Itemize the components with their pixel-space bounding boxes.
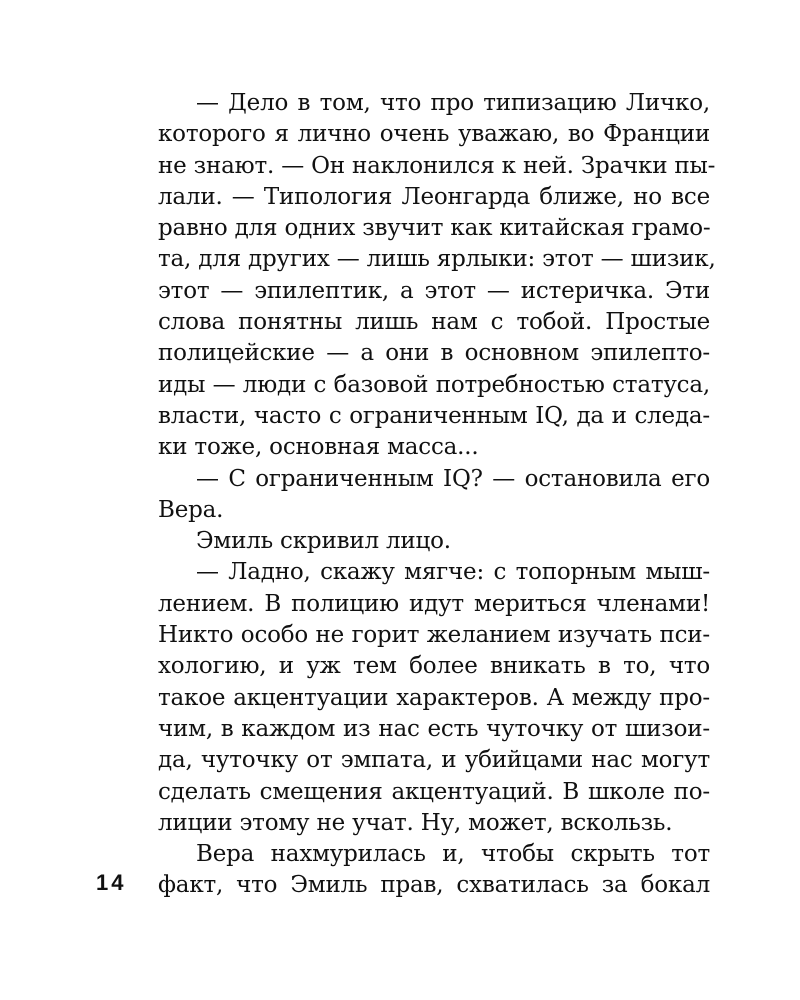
text-line: Эмиль скривил лицо.	[196, 528, 451, 555]
text-line: ки тоже, основная масса...	[158, 434, 479, 461]
text-line: факт, что Эмиль прав, схватилась за бокал	[158, 872, 710, 899]
text-line: Вера нахмурилась и, чтобы скрыть тот	[196, 841, 710, 868]
text-line: лали. — Типология Леонгарда ближе, но все	[158, 183, 710, 210]
text-line: полицейские — а они в основном эпилепто-	[158, 340, 710, 367]
text-line: та, для других — лишь ярлыки: этот — шизик,	[158, 246, 716, 273]
text-line: не знают. — Он наклонился к ней. Зрачки пы-	[158, 152, 716, 179]
text-line: да, чуточку от эмпата, и убийцами нас могут	[158, 747, 710, 774]
text-line: хологию, и уж тем более вникать в то, что	[158, 653, 710, 680]
text-line: иды — люди с базовой потребностью статуса,	[158, 371, 710, 398]
text-line: которого я лично очень уважаю, во Франции	[158, 121, 710, 148]
text-line: лением. В полицию идут мериться членами!	[158, 590, 710, 617]
text-line: чим, в каждом из нас есть чуточку от шизои-	[158, 715, 710, 742]
text-line: Вера.	[158, 496, 224, 523]
text-line: этот — эпилептик, а этот — истеричка. Эти	[158, 277, 710, 304]
text-line: власти, часто с ограниченным IQ, да и следа-	[158, 402, 710, 429]
page-number: 14	[96, 870, 127, 895]
text-line: равно для одних звучит как китайская грамо-	[158, 215, 711, 242]
text-line: Никто особо не горит желанием изучать пси-	[158, 622, 710, 649]
text-line: лиции этому не учат. Ну, может, вскользь.	[158, 809, 673, 836]
body-text	[158, 88, 716, 902]
text-line: — Ладно, скажу мягче: с топорным мыш-	[196, 559, 710, 586]
text-line: такое акцентуации характеров. А между про-	[158, 684, 710, 711]
text-line: сделать смещения акцентуаций. В школе по-	[158, 778, 710, 805]
text-line: слова понятны лишь нам с тобой. Простые	[158, 309, 710, 336]
text-line: — Дело в том, что про типизацию Личко,	[196, 90, 710, 116]
text-line: — С ограниченным IQ? — остановила его	[196, 465, 710, 492]
